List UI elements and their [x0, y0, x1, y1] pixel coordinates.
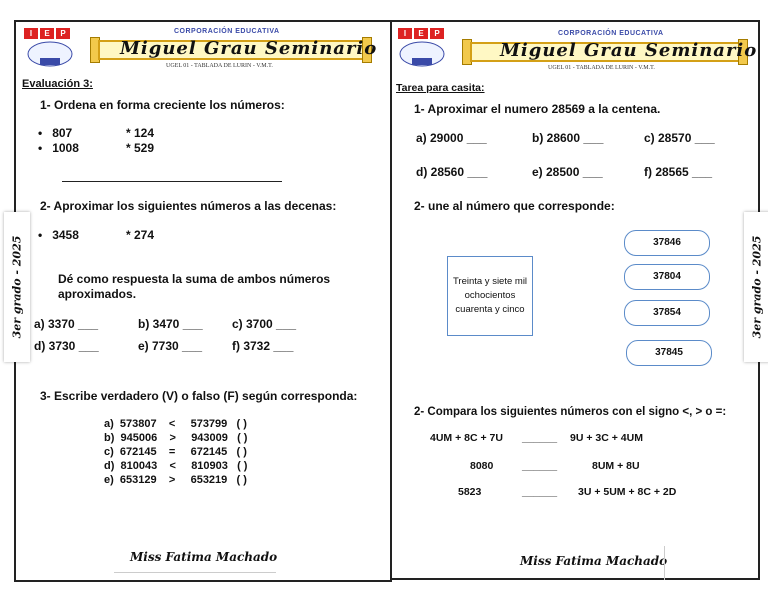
tf-row: c) 672145 = 672145 ( ): [104, 446, 247, 458]
compare-blank[interactable]: ______: [522, 460, 558, 472]
compare-left: 8080: [470, 460, 494, 472]
corporation-label: CORPORACIÓN EDUCATIVA: [558, 30, 664, 37]
school-seal-icon: [398, 40, 446, 68]
teacher-signature: Miss Fatima Machado: [520, 554, 668, 568]
right-worksheet: [390, 20, 760, 580]
section-title: Tarea para casita:: [396, 82, 485, 94]
list-item: • 3458: [38, 228, 79, 242]
tf-row: e) 653129 > 653219 ( ): [104, 474, 247, 486]
compare-right: 9U + 3C + 4UM: [570, 432, 643, 444]
section-title: Evaluación 3:: [22, 78, 93, 90]
option: d) 28560 ___: [416, 165, 488, 179]
tf-row: d) 810043 < 810903 ( ): [104, 460, 248, 472]
option: a) 3370 ___: [34, 317, 99, 331]
signature-line: [114, 572, 276, 573]
tf-row: b) 945006 > 943009 ( ): [104, 432, 248, 444]
grade-side-tab: [744, 212, 768, 362]
question-2: 2- Aproximar los siguientes números a las decenas:: [40, 199, 337, 213]
compare-right: 8UM + 8U: [592, 460, 640, 472]
option: c) 28570 ___: [644, 131, 715, 145]
option: b) 28600 ___: [532, 131, 604, 145]
compare-left: 4UM + 8C + 7U: [430, 432, 503, 444]
option: f) 3732 ___: [232, 339, 294, 353]
list-item: • 807: [38, 126, 73, 140]
instruction: Dé como respuesta la suma de ambos números: [58, 272, 331, 286]
school-name: Miguel Grau Seminario: [120, 38, 378, 59]
teacher-signature: Miss Fatima Machado: [130, 550, 278, 564]
compare-blank[interactable]: ______: [522, 432, 558, 444]
question-1: 1- Aproximar el numero 28569 a la centena.: [414, 102, 661, 116]
option: e) 28500 ___: [532, 165, 603, 179]
ugel-label: UGEL 01 - TABLADA DE LURIN - V.M.T.: [166, 63, 273, 69]
question-3: 3- Escribe verdadero (V) o falso (F) según corresponda:: [40, 389, 358, 403]
left-worksheet: [14, 20, 392, 582]
grade-label: 3er grado - 2025: [10, 235, 24, 339]
option: d) 3730 ___: [34, 339, 99, 353]
question-1: 1- Ordena en forma creciente los números:: [40, 98, 285, 112]
question-3: 2- Compara los siguientes números con el signo <, > o =:: [414, 406, 727, 418]
number-cloud[interactable]: 37804: [624, 264, 710, 290]
grade-label: 3er grado - 2025: [750, 235, 764, 339]
number-words-box: Treinta y siete mil ochocientos cuarenta y cinco: [447, 256, 533, 336]
instruction: aproximados.: [58, 287, 137, 301]
list-item: • 1008: [38, 141, 79, 155]
list-item: * 274: [126, 228, 155, 242]
option: e) 7730 ___: [138, 339, 203, 353]
iep-letter: P: [56, 28, 70, 39]
answer-line: [62, 181, 282, 182]
list-item: * 529: [126, 141, 155, 155]
iep-letter: I: [24, 28, 38, 39]
list-item: * 124: [126, 126, 155, 140]
option: f) 28565 ___: [644, 165, 713, 179]
divider: [664, 546, 665, 580]
compare-left: 5823: [458, 486, 482, 498]
number-cloud[interactable]: 37854: [624, 300, 710, 326]
iep-letter: I: [398, 28, 412, 39]
ugel-label: UGEL 01 - TABLADA DE LURIN - V.M.T.: [548, 65, 655, 71]
number-cloud[interactable]: 37845: [626, 340, 712, 366]
option: c) 3700 ___: [232, 317, 297, 331]
school-name: Miguel Grau Seminario: [500, 40, 758, 61]
iep-logo: [398, 28, 444, 39]
iep-letter: E: [414, 28, 428, 39]
number-cloud[interactable]: 37846: [624, 230, 710, 256]
iep-letter: P: [430, 28, 444, 39]
grade-side-tab: [4, 212, 30, 362]
school-seal-icon: [26, 40, 74, 68]
option: a) 29000 ___: [416, 131, 487, 145]
tf-row: a) 573807 < 573799 ( ): [104, 418, 247, 430]
iep-letter: E: [40, 28, 54, 39]
question-2: 2- une al número que corresponde:: [414, 199, 615, 213]
compare-blank[interactable]: ______: [522, 486, 558, 498]
corporation-label: CORPORACIÓN EDUCATIVA: [174, 28, 280, 35]
option: b) 3470 ___: [138, 317, 203, 331]
iep-logo: [24, 28, 70, 39]
compare-right: 3U + 5UM + 8C + 2D: [578, 486, 677, 498]
